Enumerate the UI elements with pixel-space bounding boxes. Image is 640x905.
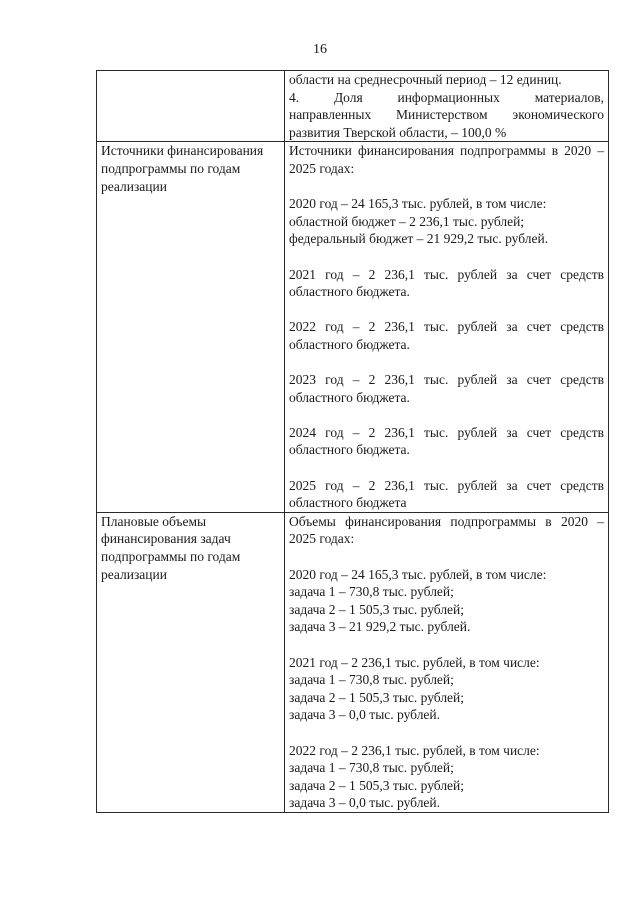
tasks-intro: Объемы финансирования подпрограммы в 2020 – 2025 годах: — [289, 513, 604, 547]
year-total-line: 2022 год – 2 236,1 тыс. рублей, в том числе: — [289, 742, 540, 758]
row3-content-cell — [285, 512, 609, 812]
task-line: задача 3 – 0,0 тыс. рублей. — [289, 795, 441, 811]
row2-content-cell — [285, 142, 609, 512]
indicator-line: области на среднесрочный период – 12 единиц. — [289, 72, 562, 87]
task-line: задача 3 – 21 929,2 тыс. рублей. — [289, 619, 471, 635]
row1-right-cell — [285, 71, 609, 142]
financing-year-2020 — [289, 195, 604, 248]
row3-label-cell: Плановые объемы финансирования задач подпрограммы по годам реализации — [97, 512, 285, 812]
table-row — [97, 512, 609, 812]
row1-left-cell — [97, 71, 285, 142]
federal-budget-line: федеральный бюджет – 21 929,2 тыс. рублей. — [289, 231, 549, 247]
regional-budget-line: областной бюджет – 2 236,1 тыс. рублей; — [289, 213, 525, 229]
financing-year-2021: 2021 год – 2 236,1 тыс. рублей за счет средств областного бюджета. — [289, 266, 604, 300]
task-line: задача 1 – 730,8 тыс. рублей; — [289, 672, 454, 688]
indicator-line: направленных Министерством экономического — [289, 107, 604, 123]
year-total-line: 2020 год – 24 165,3 тыс. рублей, в том числе: — [289, 566, 547, 582]
row2-label-cell: Источники финансирования подпрограммы по годам реализации — [97, 142, 285, 512]
indicator-line: развития Тверской области, – 100,0 % — [289, 124, 507, 140]
page-number: 16 — [313, 42, 327, 57]
task-line: задача 2 – 1 505,3 тыс. рублей; — [289, 689, 465, 705]
task-line: задача 2 – 1 505,3 тыс. рублей; — [289, 601, 465, 617]
tasks-year-2022 — [289, 742, 604, 812]
financing-year-2023: 2023 год – 2 236,1 тыс. рублей за счет средств областного бюджета. — [289, 372, 604, 405]
task-line: задача 3 – 0,0 тыс. рублей. — [289, 707, 441, 723]
table-row — [97, 142, 609, 512]
financing-year-2024: 2024 год – 2 236,1 тыс. рублей за счет средств областного бюджета. — [289, 424, 604, 458]
year-total-line: 2021 год – 2 236,1 тыс. рублей, в том числе: — [289, 654, 540, 670]
indicator-line: 4. Доля информационных материалов, — [289, 89, 604, 105]
tasks-year-2021 — [289, 654, 604, 724]
passport-table — [96, 70, 609, 813]
financing-intro: Источники финансирования подпрограммы в 2020 – 2025 годах: — [289, 143, 604, 176]
table-row — [97, 71, 609, 142]
financing-year-2022: 2022 год – 2 236,1 тыс. рублей за счет средств областного бюджета. — [289, 319, 604, 352]
task-line: задача 2 – 1 505,3 тыс. рублей; — [289, 777, 465, 793]
year-total-line: 2020 год – 24 165,3 тыс. рублей, в том числе: — [289, 196, 547, 212]
task-line: задача 1 – 730,8 тыс. рублей; — [289, 584, 454, 600]
task-line: задача 1 – 730,8 тыс. рублей; — [289, 760, 454, 776]
tasks-year-2020 — [289, 566, 604, 636]
financing-year-2025: 2025 год – 2 236,1 тыс. рублей за счет средств областного бюджета — [289, 477, 604, 511]
